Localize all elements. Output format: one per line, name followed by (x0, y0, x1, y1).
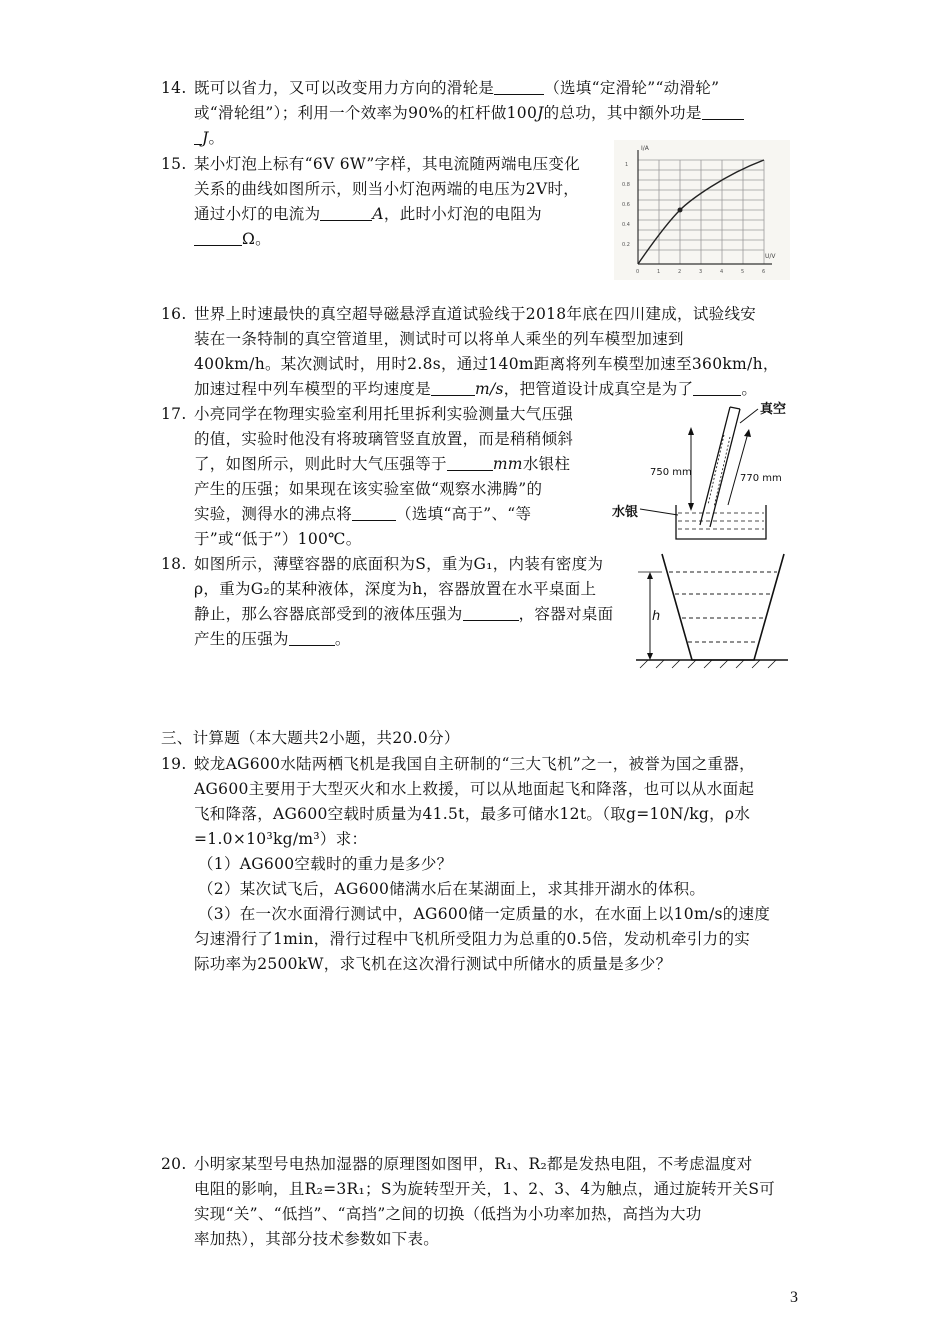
question-number: 20. (161, 1155, 187, 1173)
question-line: 匀速滑行了1min，滑行过程中飞机所受阻力为总重的0.5倍，发动机牵引力的实 (194, 930, 751, 948)
y-tick-label: 0.6 (622, 202, 630, 208)
x-tick-label: 5 (741, 269, 745, 275)
answer-blank[interactable] (431, 377, 475, 396)
question-line: 产生的压强为 。 (194, 627, 631, 652)
y-tick-label: 0.8 (622, 182, 630, 188)
question-line: AG600主要用于大型灭火和水上救援，可以从地面起飞和降落，也可以从水面起 (194, 780, 755, 798)
question-line: 的值，实验时他没有将玻璃管竖直放置，而是稍稍倾斜 (194, 430, 574, 448)
question-line: 电阻的影响，且R₂=3R₁；S为旋转型开关，1、2、3、4为触点，通过旋转开关S可 (194, 1180, 776, 1198)
y-tick-label: 1 (625, 162, 629, 168)
question-number: 18. (161, 555, 187, 573)
answer-blank-cont (194, 126, 202, 145)
question-line: 某小灯泡上标有“6V 6W”字样，其电流随两端电压变化 (194, 155, 581, 173)
length-label: 770 mm (740, 473, 782, 484)
sub-question: （1）AG600空载时的重力是多少？ (198, 855, 453, 873)
answer-blank[interactable] (289, 627, 335, 646)
iu-graph-figure (614, 140, 790, 280)
question-number: 19. (161, 755, 187, 773)
question-line: 既可以省力，又可以改变用力方向的滑轮是 （选填“定滑轮”“动滑轮” (194, 76, 801, 101)
question-number: 16. (161, 305, 187, 323)
question-17 (161, 402, 611, 552)
mercury-label: 水银 (612, 505, 639, 520)
question-line: J。 (194, 126, 801, 151)
question-line: 飞和降落，AG600空载时质量为41.5t，最多可储水12t。（取g=10N/kg，ρ水 (194, 805, 751, 823)
x-tick-label: 2 (678, 269, 682, 275)
question-line: 小明家某型号电热加湿器的原理图如图甲，R₁、R₂都是发热电阻，不考虑温度对 (194, 1155, 753, 1173)
question-16 (161, 302, 801, 402)
answer-blank[interactable] (194, 227, 242, 246)
page-number: 3 (790, 1289, 798, 1306)
question-line: 小亮同学在物理实验室利用托里拆利实验测量大气压强 (194, 405, 574, 423)
question-line: 了，如图所示，则此时大气压强等于 mm水银柱 (194, 452, 611, 477)
question-line: 400km/h。某次测试时，用时2.8s，通过140m距离将列车模型加速至360km/h， (194, 355, 779, 373)
container-figure (636, 548, 788, 672)
depth-label: h (652, 609, 661, 624)
question-number: 14. (161, 79, 187, 97)
question-line: 世界上时速最快的真空超导磁悬浮直道试验线于2018年底在四川建成，试验线安 (194, 305, 757, 323)
question-line: 静止，那么容器底部受到的液体压强为 ，容器对桌面 (194, 602, 631, 627)
question-20 (161, 1152, 801, 1252)
question-line: 际功率为2500kW，求飞机在这次滑行测试中所储水的质量是多少？ (194, 955, 672, 973)
question-line: 产生的压强；如果现在该实验室做“观察水沸腾”的 (194, 480, 543, 498)
question-number: 17. (161, 405, 187, 423)
question-line: 加速过程中列车模型的平均速度是 m/s，把管道设计成真空是为了 。 (194, 377, 801, 402)
y-tick-label: 0.2 (622, 242, 630, 248)
answer-blank[interactable] (447, 452, 493, 471)
x-tick-label: 4 (720, 269, 724, 275)
question-line: 关系的曲线如图所示，则当小灯泡两端的电压为2V时， (194, 180, 580, 198)
answer-blank[interactable] (693, 377, 741, 396)
question-line: 实验，测得水的沸点将 （选填“高于”、“等 (194, 502, 611, 527)
answer-blank[interactable] (702, 101, 744, 120)
answer-blank[interactable] (320, 202, 372, 221)
question-line: ρ，重为G₂的某种液体，深度为h，容器放置在水平桌面上 (194, 580, 597, 598)
question-line: 于”或“低于”）100℃。 (194, 530, 362, 548)
question-line: =1.0×10³kg/m³）求： (194, 830, 368, 848)
question-line: 实现“关”、“低挡”、“高挡”之间的切换（低挡为小功率加热，高挡为大功 (194, 1205, 702, 1223)
question-line: 如图所示，薄壁容器的底面积为S，重为G₁，内装有密度为 (194, 555, 604, 573)
question-19 (161, 752, 801, 977)
question-line: 率加热），其部分技术参数如下表。 (194, 1230, 440, 1248)
question-line: 通过小灯的电流为 A，此时小灯泡的电阻为 (194, 202, 621, 227)
question-line: Ω。 (194, 227, 621, 252)
question-number: 15. (161, 155, 187, 173)
sub-question: （3）在一次水面滑行测试中，AG600储一定质量的水，在水面上以10m/s的速度 (198, 905, 771, 923)
answer-blank[interactable] (352, 502, 396, 521)
y-axis-label: I/A (641, 145, 649, 152)
marked-point (678, 208, 683, 213)
question-18 (161, 552, 631, 652)
x-tick-label: 1 (657, 269, 661, 275)
answer-blank[interactable] (494, 76, 544, 95)
torricelli-figure (610, 395, 790, 545)
answer-blank[interactable] (463, 602, 519, 621)
question-15 (161, 152, 621, 252)
x-axis-label: U/V (765, 253, 776, 260)
x-tick-label: 0 (636, 269, 640, 275)
x-tick-label: 6 (762, 269, 766, 275)
sub-question: （2）某次试飞后，AG600储满水后在某湖面上，求其排开湖水的体积。 (198, 880, 706, 898)
question-line: 蛟龙AG600水陆两栖飞机是我国自主研制的“三大飞机”之一，被誉为国之重器， (194, 755, 755, 773)
question-line: 装在一条特制的真空管道里，测试时可以将单人乘坐的列车模型加速到 (194, 330, 684, 348)
question-line: 或“滑轮组”）；利用一个效率为90%的杠杆做100J的总功，其中额外功是 (194, 101, 801, 126)
x-tick-label: 3 (699, 269, 703, 275)
y-tick-label: 0.4 (622, 222, 630, 228)
vacuum-label: 真空 (760, 402, 787, 417)
section-heading: 三、计算题（本大题共2小题，共20.0分） (161, 729, 460, 747)
height-label: 750 mm (650, 467, 692, 478)
